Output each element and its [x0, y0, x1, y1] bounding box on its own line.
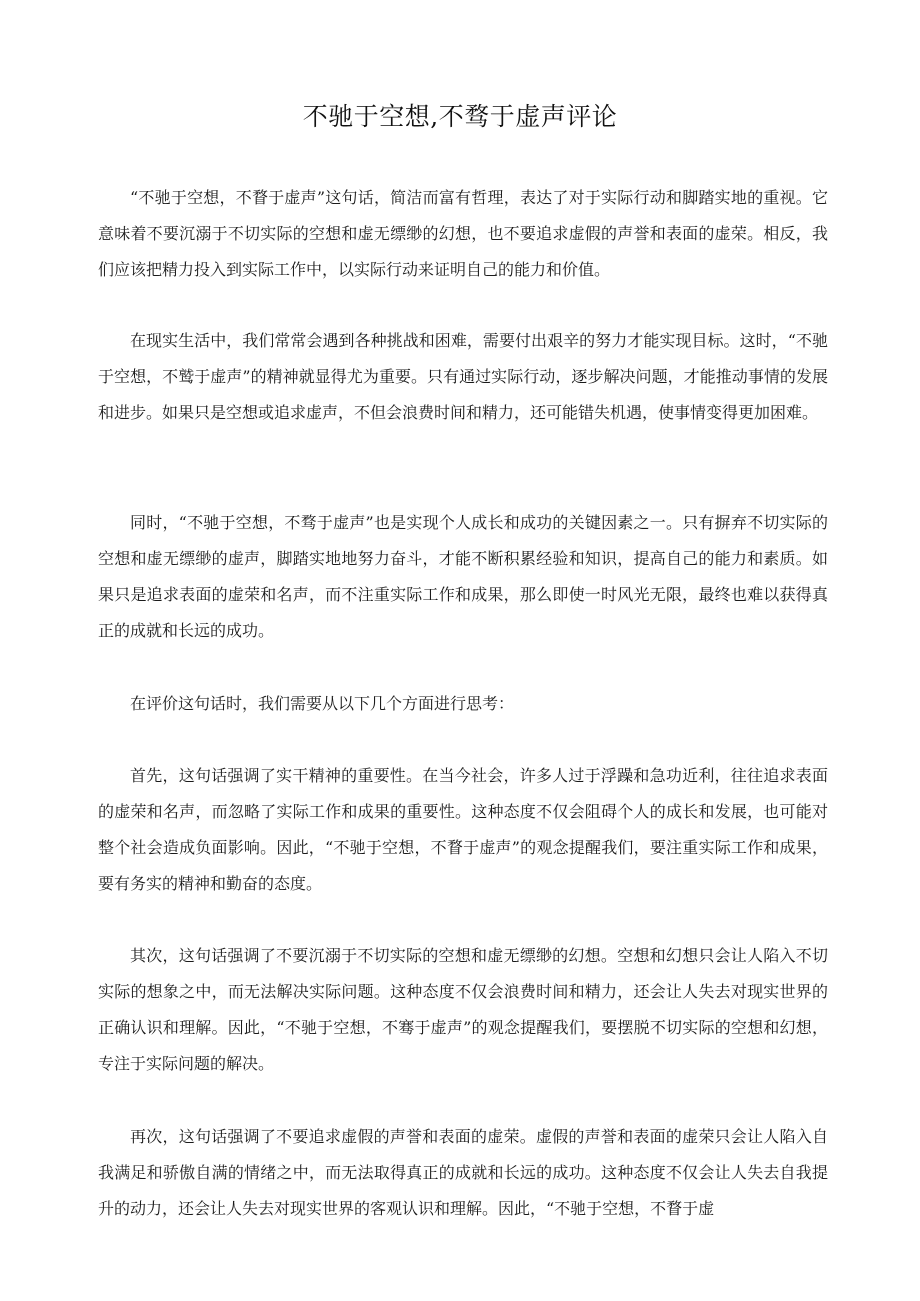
paragraph-intro: “不驰于空想，不瞀于虚声”这句话，简洁而富有哲理，表达了对于实际行动和脚踏实地的重视。它意味着不要沉溺于不切实际的空想和虚无缥缈的幻想，也不要追求虚假的声誉和表面的虚荣。相反，我们应该把精力投入到实际工作中，以实际行动来证明自己的能力和价值。 [98, 188, 828, 279]
paragraph-growth: 同时，“不驰于空想，不骛于虚声”也是实现个人成长和成功的关键因素之一。只有摒弃不切实际的空想和虚无缥缈的虚声，脚踏实地地努力奋斗，才能不断积累经验和知识，提高自己的能力和素质。如果只是追求表面的虚荣和名声，而不注重实际工作和成果，那么即使一时风光无限，最终也难以获得真正的成就和长远的成功。 [98, 513, 828, 640]
paragraph-first-point: 首先，这句话强调了实干精神的重要性。在当今社会，许多人过于浮躁和急功近利，往往追求表面的虚荣和名声，而忽略了实际工作和成果的重要性。这种态度不仅会阻碍个人的成长和发展，也可能对整个社会造成负面影响。因此，“不驰于空想，不瞀于虚声”的观念提醒我们，要注重实际工作和成果，要有务实的精神和勤奋的态度。 [98, 766, 828, 893]
paragraph-third-point: 再次，这句话强调了不要追求虚假的声誉和表面的虚荣。虚假的声誉和表面的虚荣只会让人陷入自我满足和骄傲自满的情绪之中，而无法取得真正的成就和长远的成功。这种态度不仅会让人失去自我提升的动力，还会让人失去对现实世界的客观认识和理解。因此，“不驰于空想，不瞀于虚 [98, 1127, 828, 1218]
paragraph-evaluation-lead: 在评价这句话时，我们需要从以下几个方面进行思考： [130, 694, 515, 713]
paragraph-second-point: 其次，这句话强调了不要沉溺于不切实际的空想和虚无缥缈的幻想。空想和幻想只会让人陷入不切实际的想象之中，而无法解决实际问题。这种态度不仅会浪费时间和精力，还会让人失去对现实世界的正确认识和理解。因此，“不驰于空想，不骞于虚声”的观念提醒我们，要摆脱不切实际的空想和幻想，专注于实际问题的解决。 [98, 946, 828, 1073]
document-title: 不驰于空想,不骛于虚声评论 [302, 102, 618, 131]
paragraph-real-life: 在现实生活中，我们常常会遇到各种挑战和困难，需要付出艰辛的努力才能实现目标。这时，“不驰于空想，不鹫于虚声”的精神就显得尤为重要。只有通过实际行动，逐步解决问题，才能推动事情的发展和进步。如果只是空想或追求虚声，不但会浪费时间和精力，还可能错失机遇，使事情变得更加困难。 [98, 331, 828, 422]
